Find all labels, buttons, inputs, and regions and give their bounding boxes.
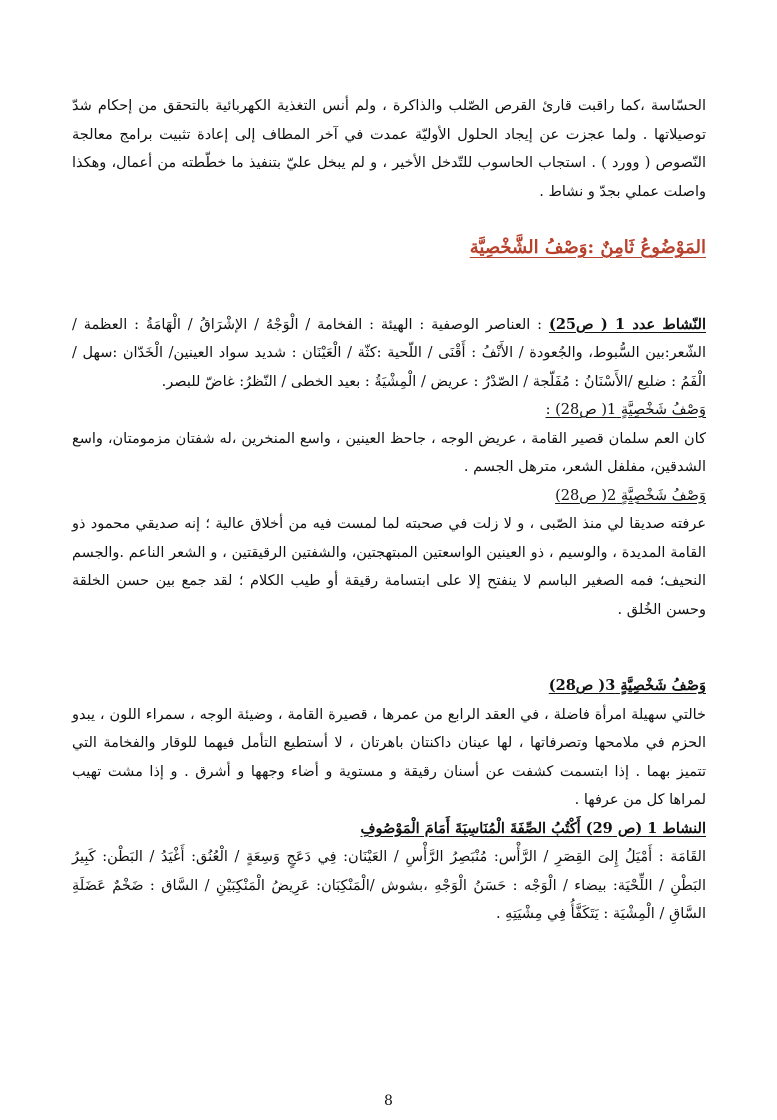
character-2-text: عرفته صديقا لي منذ الصّبى ، و لا زلت في صحبته لما لمست فيه من أخلاق عالية ؛ إنه صديقي محمود ذو القامة المديدة ، والوسيم ، ذو العينين الواسعتين المبتهجتين، والشفتين الرقيقتين ، و الشعر الناعم .والجسم النحيف؛ فمه الصغير الباسم لا ينفتح إلا على ابتسامة رقيقة أو طيب الكلام ؛ لقد جمع بين حسن الخلقة وحسن الخُلق . bbox=[72, 516, 706, 618]
character-3-text: خالتي سهيلة امرأة فاضلة ، في العقد الرابع من عمرها ، قصيرة القامة ، وضيئة الوجه ، سمراء اللون ، يبدو الحزم في ملامحها وتصرفاتها ، لها عينان داكنتان باهرتان ، لا أستطيع التأمل فيهما للوقار والفخامة التي تتميز بهما . إذا ابتسمت كشفت عن أسنان رقيقة و مستوية و أضاء وجهها و أشرق . و إذا مشت تهيب لمراها كل من عرفها . bbox=[72, 706, 706, 808]
spacer bbox=[72, 624, 706, 672]
page-number: 8 bbox=[384, 1093, 393, 1109]
character-3-heading: وَصْفُ شَخْصِيَّةٍ 3( ص28) bbox=[548, 677, 706, 694]
spacer bbox=[72, 263, 706, 311]
character-1-heading: وَصْفُ شَخْصِيَّةٍ 1( ص28) : bbox=[545, 402, 706, 418]
spacer bbox=[72, 206, 706, 234]
document-page bbox=[72, 92, 706, 929]
activity-2-heading: النشاط 1 (ص 29) أَكْتُبُ الصِّفَةَ الْمُنَاسِبَةَ أَمَامَ الْمَوْصُوفِ bbox=[360, 819, 706, 837]
activity-1-paragraph bbox=[72, 311, 706, 397]
section-title: المَوْضُوعُ ثَامِنٌ :وَصْفُ الشَّخْصِيَّة bbox=[469, 237, 706, 258]
character-1-text: كان العم سلمان قصير القامة ، عريض الوجه ، جاحظ العينين ، واسع المنخرين ،له شفتان مزمومتان، واسع الشدقين، مفلفل الشعر، مترهل الجسم . bbox=[72, 430, 706, 475]
activity-2-text: القَامَة : أَمْيَلُ إِلىَ القِصَرِ / الرَّأْس: مُنْبَصِرُ الرَّأْسِ / العَيْنَان: فِي دَعَجٍ وَسِعَةٍ / الْعُنُق: أَغْيَدُ / البَطْن: كَبِيرُ البَطْنِ / اللِّحْيَة: بيضاء / الْوَجْه : حَسَنُ الْوَجْهِ ،بشوش /الْمَنْكِبَان: عَرِيضُ الْمَنْكِبَيْنِ / السَّاق : ضَخْمٌ عَضَلَةِ السَّاقِ / الْمِشْيَة : يَتَكَفَّأُ فِي مِشْيَتِهِ . bbox=[72, 849, 706, 922]
activity-1-heading: النّشاط عدد 1 ( ص25) bbox=[548, 315, 707, 333]
activity-1-text: : العناصر الوصفية : الهيئة : الفخامة / الْوَجْهُ / الإشْرَاقُ / الْهَامَةُ : العظمة / الشّعر:بين السُّبوط، والجُعودة / الأَنْفُ : أَقْنَى / اللّحية :كثّة / الْعَيْنَان : شديد سواد العينين/ الْخَدّان :سهل / الْفَمُ : ضليع /الأَسْنَانُ : مُفَلّجة / الصّدْرُ : عريض / الْمِشْيَةُ : بعيد الخطى / النّظرُ: غاضّ للبصر. bbox=[72, 316, 706, 390]
intro-paragraph: الحسّاسة ،كما راقبت قارئ القرص الصّلب والذاكرة ، ولم أنس التغذية الكهربائية بالتحقق من إحكام شدّ توصيلاتها . ولما عجزت عن إيجاد الحلول الأوليّة عمدت في آخر المطاف إلى إعادة تثبيت برامج معالجة النّصوص ( وورد ) . استجاب الحاسوب للتّدخل الأخير ، و لم يبخل عليّ بتنفيذ ما خطّطته من أعمال، وهكذا واصلت عملي بجدّ و نشاط . bbox=[72, 98, 706, 200]
character-2-heading: وَصْفُ شَخْصِيَّةٍ 2( ص28) bbox=[555, 487, 706, 504]
